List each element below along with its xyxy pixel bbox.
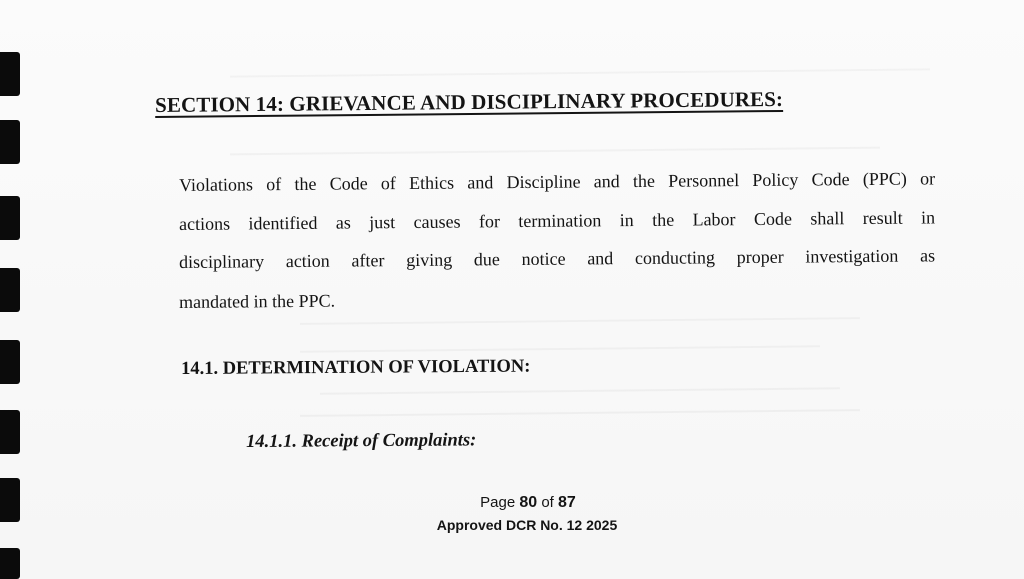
body-text-line: Violations of the Code of Ethics and Discipline and the Personnel Policy Code (PPC) or xyxy=(179,168,936,195)
bleed-through-line xyxy=(230,147,880,156)
page-total: 87 xyxy=(558,494,576,511)
page-number xyxy=(0,494,1024,512)
section-title: SECTION 14: GRIEVANCE AND DISCIPLINARY PROCEDURES: xyxy=(155,86,784,117)
page-of: of xyxy=(541,494,554,511)
body-text-line: mandated in the PPC. xyxy=(179,290,336,312)
page-current: 80 xyxy=(519,494,538,511)
binding-hole xyxy=(0,410,20,454)
bleed-through-line xyxy=(320,387,840,394)
binding-hole xyxy=(0,196,20,240)
subsection-heading: 14.1. DETERMINATION OF VIOLATION: xyxy=(181,356,531,379)
bleed-through-line xyxy=(300,345,820,352)
binding-hole xyxy=(0,120,20,164)
approval-note: Approved DCR No. 12 2025 xyxy=(436,517,618,533)
binding-hole xyxy=(0,52,20,96)
bleed-through-line xyxy=(300,409,860,417)
bleed-through-line xyxy=(300,317,860,325)
binding-hole xyxy=(0,548,20,579)
body-text-line: disciplinary action after giving due notice and conducting proper investigation as xyxy=(179,245,936,272)
binding-hole xyxy=(0,268,20,312)
page-prefix: Page xyxy=(480,494,516,511)
bleed-through-line xyxy=(230,68,930,77)
subsubsection-heading: 14.1.1. Receipt of Complaints: xyxy=(246,430,477,452)
binding-hole xyxy=(0,340,20,384)
body-text-line: actions identified as just causes for termination in the Labor Code shall result in xyxy=(179,207,936,234)
